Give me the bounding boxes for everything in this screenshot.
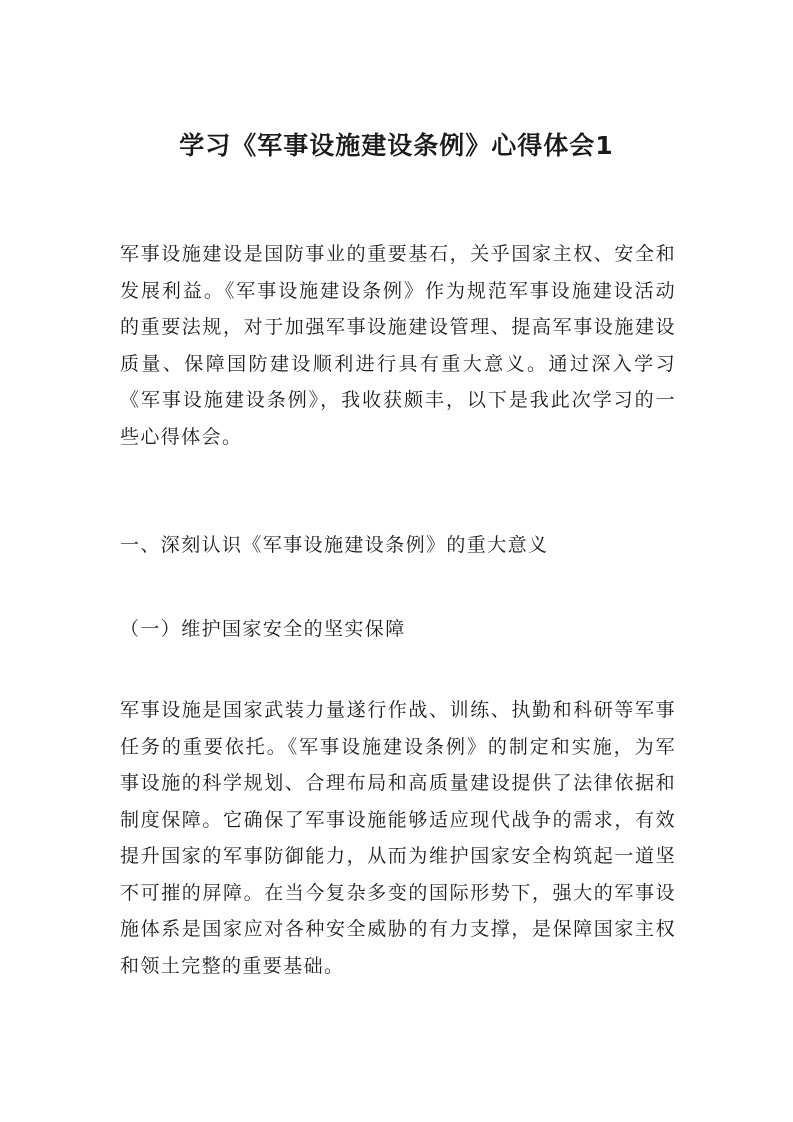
document-title: 学习《军事设施建设条例》心得体会1 — [179, 131, 614, 160]
intro-paragraph: 军事设施建设是国防事业的重要基石，关乎国家主权、安全和发展利益。《军事设施建设条例》作为规范军事设施建设活动的重要法规，对于加强军事设施建设管理、提高军事设施建设质量、保障国防建设顺利进行具有重大意义。通过深入学习《军事设施建设条例》，我收获颇丰，以下是我此次学习的一些心得体会。 — [120, 243, 676, 448]
body-paragraph: 军事设施是国家武装力量遂行作战、训练、执勤和科研等军事任务的重要依托。《军事设施建设条例》的制定和实施，为军事设施的科学规划、合理布局和高质量建设提供了法律依据和制度保障。它确保了军事设施能够适应现代战争的需求，有效提升国家的军事防御能力，从而为维护国家安全构筑起一道坚不可摧的屏障。在当今复杂多变的国际形势下，强大的军事设施体系是国家应对各种安全威胁的有力支撑，是保障国家主权和领土完整的重要基础。 — [120, 699, 676, 977]
section-heading: 一、深刻认识《军事设施建设条例》的重大意义 — [120, 534, 549, 556]
subsection-heading: （一）维护国家安全的坚实保障 — [120, 618, 406, 640]
